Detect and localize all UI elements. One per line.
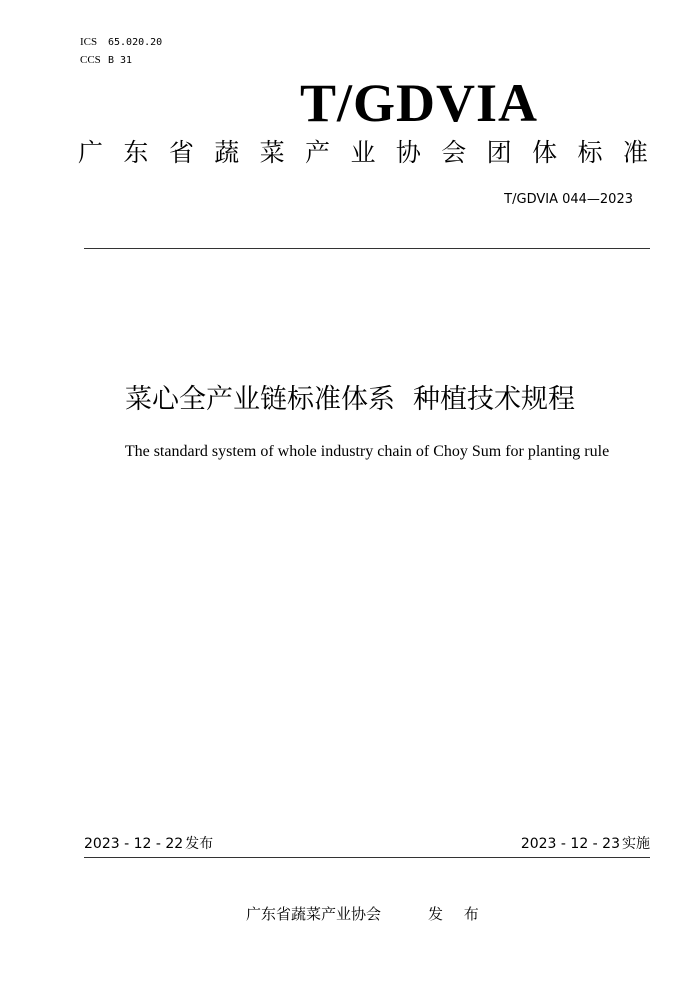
standard-number: T/GDVIA 044—2023 — [504, 192, 633, 207]
publisher-name: 广东省蔬菜产业协会 — [246, 905, 382, 923]
assoc-title-char: 省 — [168, 138, 194, 167]
issue-date-label: 发布 — [185, 836, 214, 852]
assoc-title-char: 会 — [441, 138, 467, 167]
assoc-title-char: 体 — [532, 138, 558, 167]
association-standard-title — [78, 137, 648, 169]
assoc-title-char: 团 — [486, 138, 512, 167]
publish-label: 发 布 — [428, 905, 487, 923]
title-cn-part1: 菜心全产业链标准体系 — [125, 384, 395, 415]
assoc-title-char: 标 — [577, 138, 603, 167]
ics-label: ICS — [80, 36, 98, 48]
document-title-chinese — [0, 382, 700, 418]
assoc-title-char: 菜 — [259, 138, 285, 167]
assoc-title-char: 广 — [78, 138, 104, 167]
issue-date-value: 2023 - 12 - 22 — [84, 836, 184, 852]
title-cn-part2: 种植技术规程 — [413, 384, 575, 415]
standard-logo: T/GDVIA — [300, 73, 539, 133]
ccs-code — [80, 53, 132, 68]
effective-date-label: 实施 — [622, 836, 650, 852]
top-divider — [84, 248, 650, 249]
assoc-title-char: 蔬 — [214, 138, 240, 167]
issue-date — [84, 835, 213, 853]
ccs-label: CCS — [80, 54, 101, 66]
document-title-english: The standard system of whole industry chain of Choy Sum for planting rule — [124, 443, 610, 460]
assoc-title-char: 准 — [622, 138, 648, 167]
assoc-title-char: 产 — [305, 138, 331, 167]
assoc-title-char: 东 — [123, 138, 149, 167]
bottom-divider — [84, 857, 650, 858]
ccs-value: B 31 — [108, 55, 133, 66]
effective-date-value: 2023 - 12 - 23 — [520, 836, 620, 852]
assoc-title-char: 业 — [350, 138, 376, 167]
ics-code — [80, 35, 162, 50]
assoc-title-char: 协 — [395, 138, 421, 167]
effective-date — [521, 835, 650, 853]
ics-value: 65.020.20 — [108, 37, 163, 48]
